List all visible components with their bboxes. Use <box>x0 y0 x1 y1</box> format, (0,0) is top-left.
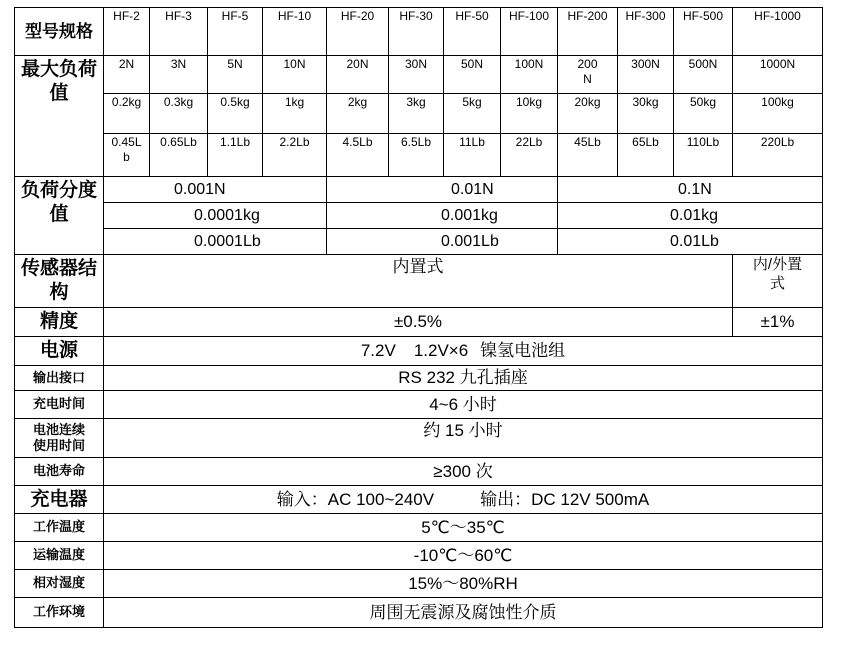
row-transport-temp <box>15 542 823 570</box>
model-cell: HF-2 <box>104 8 150 56</box>
max-load-n-cell: 500N <box>674 56 733 94</box>
max-load-kg-cell: 0.5kg <box>208 94 263 134</box>
row-accuracy <box>15 308 823 337</box>
label-environment: 工作环境 <box>15 598 104 628</box>
label-max-load: 最大负荷值 <box>15 56 104 177</box>
max-load-lb-cell: 45Lb <box>558 134 618 177</box>
row-work-temp <box>15 514 823 542</box>
row-battery-lifespan <box>15 458 823 486</box>
label-work-temp: 工作温度 <box>15 514 104 542</box>
max-load-lb-cell: 11Lb <box>444 134 501 177</box>
label-output: 输出接口 <box>15 366 104 391</box>
label-resolution: 负荷分度值 <box>15 177 104 255</box>
power-voltage: 7.2V <box>360 341 396 361</box>
resolution-lb-cell: 0.001Lb <box>327 229 558 255</box>
max-load-lb-cell: 0.65Lb <box>150 134 208 177</box>
max-load-kg-cell: 0.2kg <box>104 94 150 134</box>
max-load-lb-cell: 110Lb <box>674 134 733 177</box>
resolution-kg-cell: 0.0001kg <box>104 203 327 229</box>
model-cell: HF-500 <box>674 8 733 56</box>
max-load-lb-cell: 22Lb <box>501 134 558 177</box>
max-load-lb-cell: 65Lb <box>618 134 674 177</box>
power-type: 镍氢电池组 <box>480 341 566 361</box>
model-cell: HF-3 <box>150 8 208 56</box>
model-cell: HF-50 <box>444 8 501 56</box>
row-sensor <box>15 255 823 308</box>
label-transport-temp: 运输温度 <box>15 542 104 570</box>
label-accuracy: 精度 <box>15 308 104 337</box>
power-cells: 1.2V×6 <box>413 341 469 361</box>
max-load-n-cell: 20N <box>327 56 389 94</box>
max-load-kg-cell: 20kg <box>558 94 618 134</box>
row-output <box>15 366 823 391</box>
resolution-kg-cell: 0.01kg <box>558 203 823 229</box>
label-charger: 充电器 <box>15 486 104 514</box>
label-humidity: 相对湿度 <box>15 570 104 598</box>
row-max-load-kg <box>15 94 823 134</box>
charger-input: 输入：AC 100~240V <box>276 489 435 509</box>
model-cell: HF-30 <box>389 8 444 56</box>
accuracy-last: ±1% <box>733 308 823 337</box>
row-battery-life <box>15 419 823 458</box>
model-cell: HF-1000 <box>733 8 823 56</box>
max-load-kg-cell: 10kg <box>501 94 558 134</box>
max-load-kg-cell: 3kg <box>389 94 444 134</box>
max-load-lb-cell: 220Lb <box>733 134 823 177</box>
max-load-kg-cell: 0.3kg <box>150 94 208 134</box>
output-value: RS 232 九孔插座 <box>104 366 823 391</box>
max-load-lb-cell: 4.5Lb <box>327 134 389 177</box>
max-load-kg-cell: 50kg <box>674 94 733 134</box>
max-load-lb-cell: 0.45Lb <box>104 134 150 177</box>
model-cell: HF-100 <box>501 8 558 56</box>
max-load-n-cell: 50N <box>444 56 501 94</box>
work-temp-value: 5℃～35℃ <box>104 514 823 542</box>
max-load-n-cell: 10N <box>263 56 327 94</box>
row-max-load-lb <box>15 134 823 177</box>
charger-output: 输出：DC 12V 500mA <box>480 489 650 509</box>
resolution-kg-cell: 0.001kg <box>327 203 558 229</box>
label-battery-lifespan: 电池寿命 <box>15 458 104 486</box>
label-battery-life: 电池连续使用时间 <box>15 419 104 458</box>
row-charge-time <box>15 391 823 419</box>
power-value <box>104 337 823 366</box>
charger-value <box>104 486 823 514</box>
max-load-n-cell: 100N <box>501 56 558 94</box>
model-cell: HF-5 <box>208 8 263 56</box>
label-power: 电源 <box>15 337 104 366</box>
max-load-n-cell: 30N <box>389 56 444 94</box>
sensor-int-ext: 内/外置式 <box>733 255 823 308</box>
max-load-n-cell: 1000N <box>733 56 823 94</box>
max-load-kg-cell: 30kg <box>618 94 674 134</box>
sensor-internal: 内置式 <box>104 255 733 308</box>
charge-time-value: 4~6 小时 <box>104 391 823 419</box>
row-resolution-n <box>15 177 823 203</box>
row-resolution-kg <box>15 203 823 229</box>
row-model <box>15 8 823 56</box>
max-load-lb-cell: 1.1Lb <box>208 134 263 177</box>
row-charger <box>15 486 823 514</box>
row-max-load-n <box>15 56 823 94</box>
resolution-n-cell: 0.001N <box>104 177 327 203</box>
row-resolution-lb <box>15 229 823 255</box>
max-load-n-cell: 2N <box>104 56 150 94</box>
battery-lifespan-value: ≥300 次 <box>104 458 823 486</box>
environment-value: 周围无震源及腐蚀性介质 <box>104 598 823 628</box>
label-model: 型号规格 <box>15 8 104 56</box>
battery-life-value: 约 15 小时 <box>104 419 823 458</box>
max-load-n-cell: 3N <box>150 56 208 94</box>
model-cell: HF-10 <box>263 8 327 56</box>
max-load-n-cell: 300N <box>618 56 674 94</box>
spec-table <box>14 7 823 628</box>
model-cell: HF-300 <box>618 8 674 56</box>
max-load-kg-cell: 1kg <box>263 94 327 134</box>
resolution-lb-cell: 0.01Lb <box>558 229 823 255</box>
humidity-value: 15%～80%RH <box>104 570 823 598</box>
resolution-n-cell: 0.01N <box>327 177 558 203</box>
resolution-n-cell: 0.1N <box>558 177 823 203</box>
accuracy-main: ±0.5% <box>104 308 733 337</box>
row-environment <box>15 598 823 628</box>
max-load-n-cell: 5N <box>208 56 263 94</box>
max-load-kg-cell: 100kg <box>733 94 823 134</box>
transport-temp-value: -10℃～60℃ <box>104 542 823 570</box>
row-power <box>15 337 823 366</box>
max-load-kg-cell: 5kg <box>444 94 501 134</box>
row-humidity <box>15 570 823 598</box>
resolution-lb-cell: 0.0001Lb <box>104 229 327 255</box>
max-load-n-cell: 200N <box>558 56 618 94</box>
model-cell: HF-200 <box>558 8 618 56</box>
label-sensor: 传感器结构 <box>15 255 104 308</box>
label-charge-time: 充电时间 <box>15 391 104 419</box>
max-load-lb-cell: 6.5Lb <box>389 134 444 177</box>
max-load-lb-cell: 2.2Lb <box>263 134 327 177</box>
max-load-kg-cell: 2kg <box>327 94 389 134</box>
model-cell: HF-20 <box>327 8 389 56</box>
